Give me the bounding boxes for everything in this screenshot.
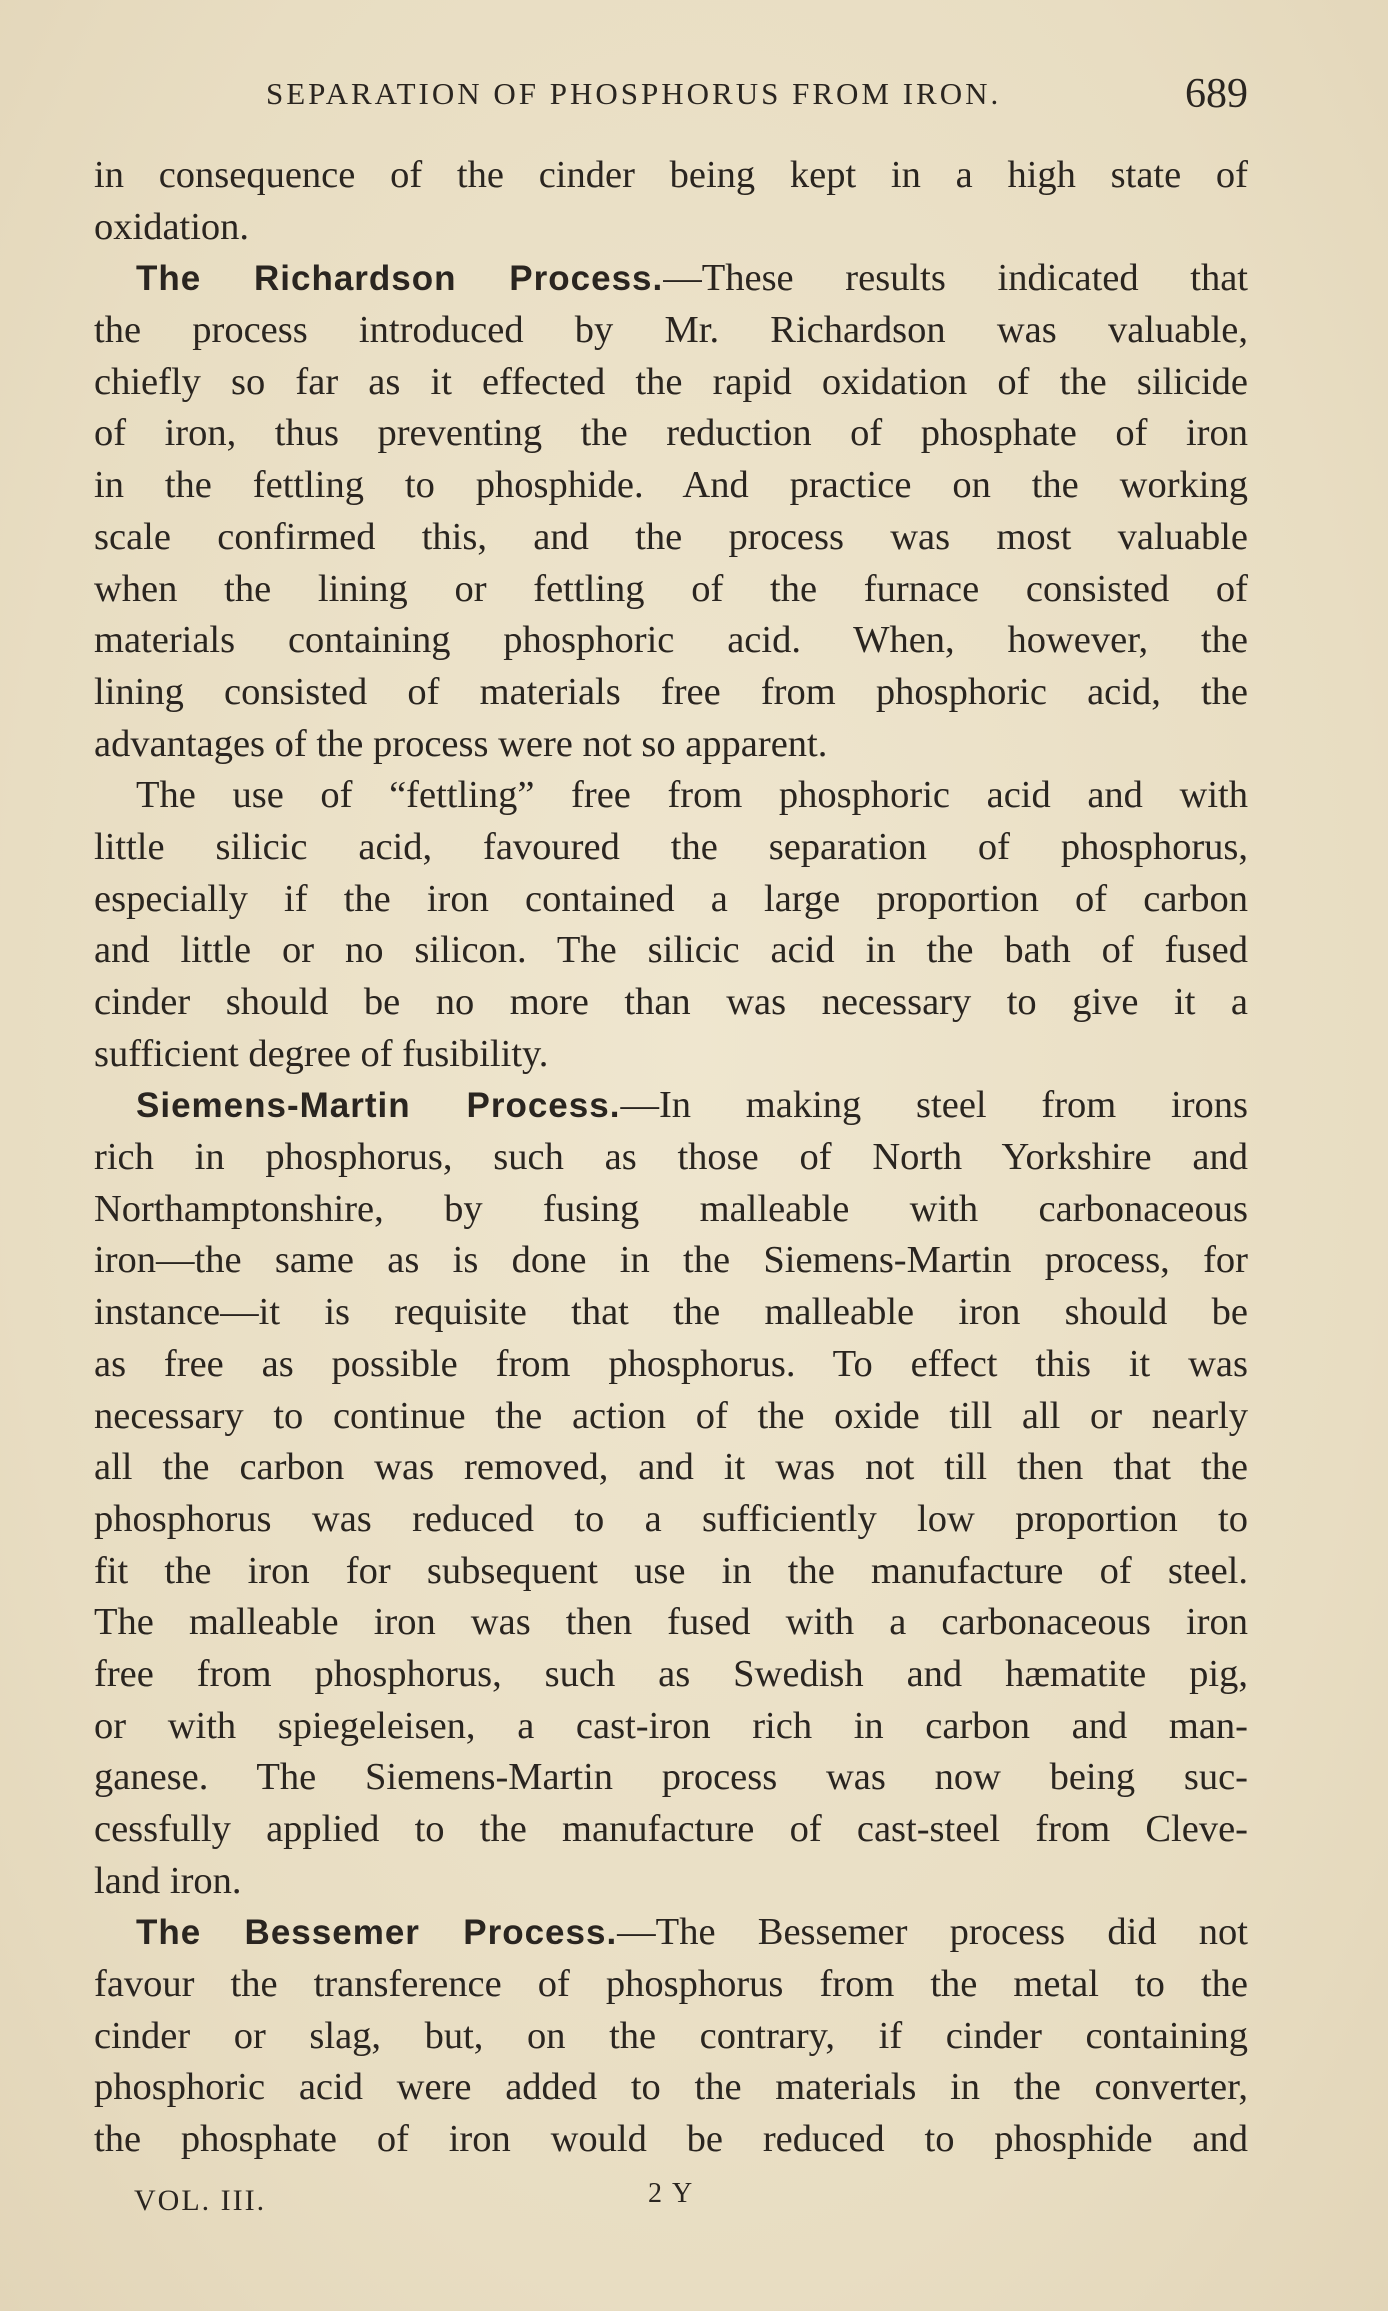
volume-label: VOL. III. [134,2184,267,2217]
text-line: in the fettling to phosphide. And practice on the working [94,464,1248,507]
text-line: the process introduced by Mr. Richardson was valuable, [94,309,1248,352]
page-footer [94,2178,1248,2234]
text-line: cinder or slag, but, on the contrary, if cinder containing [94,2014,1248,2057]
text-line: scale confirmed this, and the process was most valuable [94,515,1248,558]
text-line: favour the transference of phosphorus from the metal to the [94,1963,1248,2006]
text-line: and little or no silicon. The silicic acid in the bath of fused [94,929,1248,972]
text-line: cessfully applied to the manufacture of cast-steel from Cleve- [94,1808,1248,1850]
text-line: when the lining or fettling of the furnace consisted of [94,567,1248,610]
text-line: or with spiegeleisen, a cast-iron rich in carbon and man- [94,1704,1248,1747]
text-line: land iron. [94,1859,242,1902]
text-line: necessary to continue the action of the oxide till all or nearly [94,1394,1248,1437]
text-line: fit the iron for subsequent use in the manufacture of steel. [94,1549,1248,1592]
text-line: cinder should be no more than was necessary to give it a [94,981,1248,1023]
page-number: 689 [1185,71,1248,117]
section-heading-richardson: The Richardson Process. [136,259,664,299]
text-line: ganese. The Siemens-Martin process was now being suc- [94,1756,1248,1799]
text-line: advantages of the process were not so apparent. [94,722,828,765]
text-line: the phosphate of iron would be reduced to phosphide and [94,2118,1248,2161]
text-body [94,150,1248,2166]
text-line: The use of “fettling” free from phosphoric acid and with [136,774,1248,817]
running-title: SEPARATION OF PHOSPHORUS FROM IRON. [266,76,1002,111]
text-line [94,253,1248,305]
text-line: iron—the same as is done in the Siemens-Martin process, for [94,1239,1248,1282]
text-line: instance—it is requisite that the malleable iron should be [94,1291,1248,1334]
paragraph-bessemer [94,1907,1248,2165]
heading-run-in-text: —These results indicated that [663,257,1248,300]
paragraph-siemens-martin [94,1080,1248,1907]
text-line: chiefly so far as it effected the rapid oxidation of the silicide [94,360,1248,403]
text-line [94,1080,1248,1132]
text-line: little silicic acid, favoured the separation of phosphorus, [94,825,1248,868]
heading-run-in-text: —The Bessemer process did not [617,1911,1248,1954]
paragraph-richardson [94,253,1248,770]
section-heading-bessemer: The Bessemer Process. [136,1913,618,1953]
text-line: all the carbon was removed, and it was not till then that the [94,1446,1248,1489]
text-line: The malleable iron was then fused with a carbonaceous iron [94,1601,1248,1644]
text-line [94,1907,1248,1959]
text-line: lining consisted of materials free from phosphoric acid, the [94,670,1248,713]
text-line: as free as possible from phosphorus. To effect this it was [94,1342,1248,1385]
text-line: rich in phosphorus, such as those of North Yorkshire and [94,1136,1248,1179]
text-line: materials containing phosphoric acid. When, however, the [94,619,1248,662]
text-line: of iron, thus preventing the reduction of phosphate of iron [94,412,1248,455]
text-line: phosphoric acid were added to the materials in the converter, [94,2066,1248,2109]
text-line: phosphorus was reduced to a sufficiently low proportion to [94,1497,1248,1540]
section-heading-siemens-martin: Siemens-Martin Process. [136,1086,621,1126]
text-line: oxidation. [94,205,250,248]
running-header [94,70,1248,120]
paragraph-fettling [94,770,1248,1080]
text-line: sufficient degree of fusibility. [94,1032,549,1075]
heading-run-in-text: —In making steel from irons [620,1084,1248,1127]
text-line: free from phosphorus, such as Swedish and hæmatite pig, [94,1652,1248,1695]
paragraph-continuation [94,150,1248,253]
text-line: especially if the iron contained a large proportion of carbon [94,877,1248,920]
text-line: Northamptonshire, by fusing malleable with carbonaceous [94,1187,1248,1230]
text-line: in consequence of the cinder being kept in a high state of [94,154,1248,196]
signature-mark: 2 Y [648,2178,695,2209]
